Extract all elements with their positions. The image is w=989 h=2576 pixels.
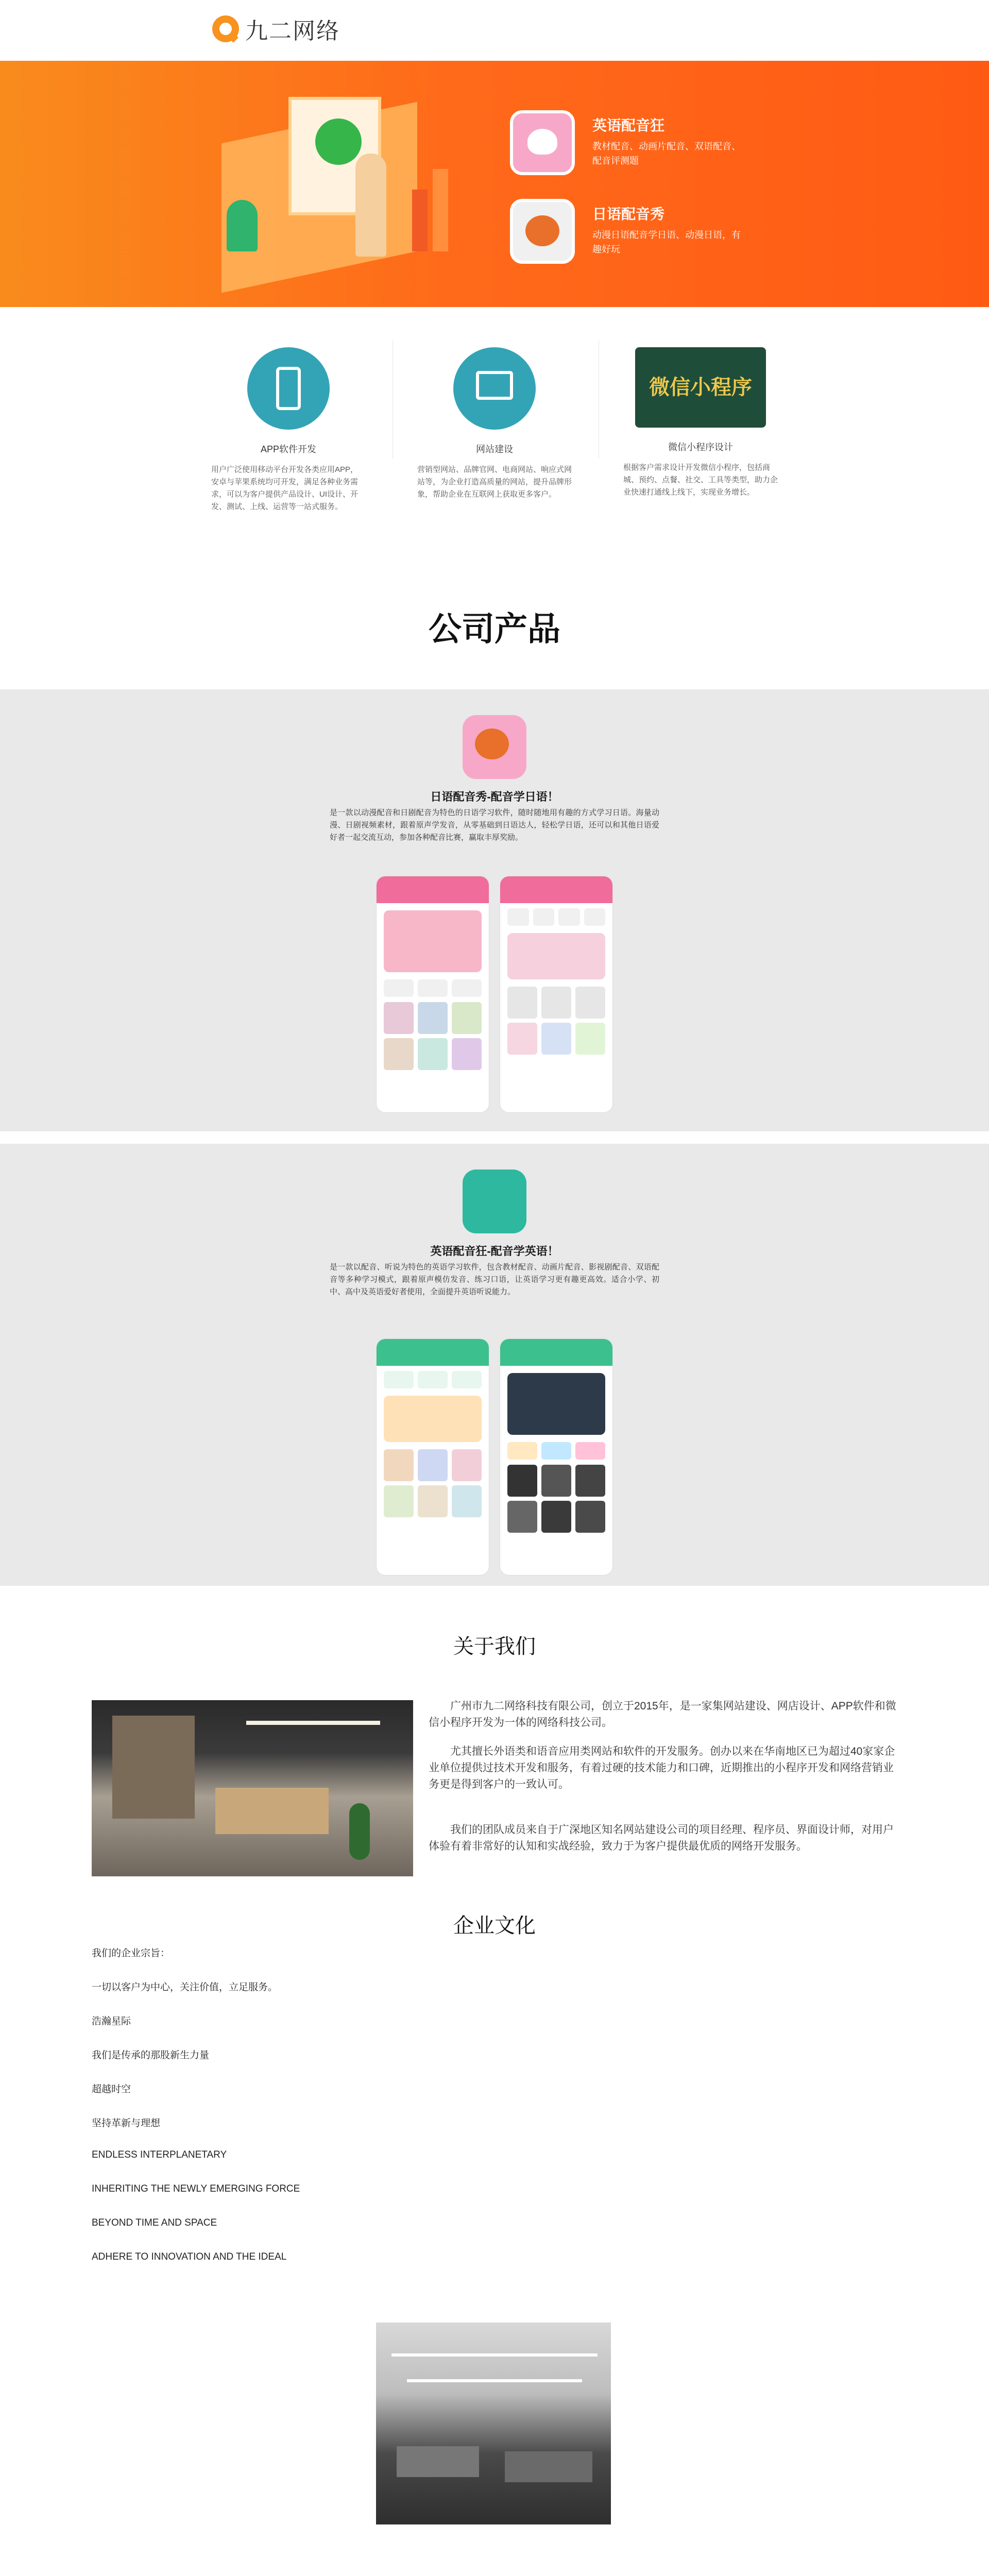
culture-line: BEYOND TIME AND SPACE: [92, 2217, 217, 2228]
dog-app-icon[interactable]: [463, 715, 526, 779]
culture-line: ADHERE TO INNOVATION AND THE IDEAL: [92, 2251, 287, 2262]
illustration-plant: [227, 200, 258, 251]
app-card-desc: 教材配音、动画片配音、双语配音、配音评测题: [592, 141, 741, 166]
site-logo[interactable]: [212, 12, 340, 45]
app-screenshot: [376, 1338, 489, 1575]
logo-text: 九二网络: [245, 19, 340, 44]
culture-line: ENDLESS INTERPLANETARY: [92, 2149, 227, 2160]
product-panel-english: [0, 1144, 989, 1586]
product-panel-japanese: [0, 689, 989, 1131]
reception-photo: [92, 1700, 413, 1876]
app-card-desc: 动漫日语配音学日语、动漫日语，有趣好玩: [592, 230, 741, 255]
office-photo: [376, 2323, 611, 2524]
culture-line: INHERITING THE NEWLY EMERGING FORCE: [92, 2183, 300, 2194]
culture-title: 企业文化: [453, 1914, 536, 1937]
service-miniprogram[interactable]: [598, 347, 804, 499]
service-title: APP软件开发: [260, 444, 317, 454]
culture-line: 我们是传承的那股新生力量: [92, 2050, 210, 2061]
about-paragraph: 我们的团队成员来自于广深地区知名网站建设公司的项目经理、程序员、界面设计师，对用户体验有着非常好的认知和实战经验，致力于为客户提供最优质的网络开发服务。: [429, 1824, 894, 1852]
app-card-english[interactable]: [510, 110, 757, 177]
illustration-person: [355, 154, 386, 257]
culture-line: 超越时空: [92, 2084, 131, 2095]
cat-app-icon[interactable]: [463, 1170, 526, 1233]
about-title: 关于我们: [453, 1635, 536, 1658]
about-paragraph: 尤其擅长外语类和语音应用类网站和软件的开发服务。创办以来在华南地区已为超过40家家企业单位提供过技术开发和服务，有着过硬的技术能力和口碑，近期推出的小程序开发和网络营销业务更是得到客户的一致认可。: [429, 1745, 895, 1790]
culture-line: 一切以客户为中心，关注价值，立足服务。: [92, 1982, 278, 1993]
miniprogram-bubble-icon: [315, 118, 362, 165]
service-app[interactable]: [185, 347, 391, 513]
about-paragraph: 广州市九二网络科技有限公司，创立于2015年，是一家集网站建设、网店设计、APP软件和微信小程序开发为一体的网络科技公司。: [429, 1700, 896, 1728]
service-title: 网站建设: [476, 444, 513, 454]
service-website[interactable]: [391, 347, 598, 501]
service-desc: 根据客户需求设计开发微信小程序，包括商城、预约、点餐、社交、工具等类型，助力企业快速打通线上线下，实现业务增长。: [623, 463, 778, 497]
culture-line: 浩瀚星际: [92, 2016, 131, 2027]
q-logo-icon: [212, 15, 239, 42]
products-title: 公司产品: [429, 611, 560, 648]
top-bar: [0, 0, 989, 61]
app-card-title: 日语配音秀: [592, 206, 665, 222]
illustration-bar: [433, 169, 448, 251]
product-title: 日语配音秀-配音学日语！: [430, 790, 559, 803]
product-desc: 是一款以配音、听说为特色的英语学习软件，包含教材配音、动画片配音、影视剧配音、双语配音等多种学习模式，跟着原声模仿发音、练习口语，让英语学习更有趣更高效。适合小学、初中、高中及英语爱好者使用，全面提升英语听说能力。: [330, 1263, 659, 1296]
app-screenshot: [376, 876, 489, 1113]
app-screenshot: [500, 876, 613, 1113]
wechat-icon: [635, 347, 766, 428]
app-card-title: 英语配音狂: [592, 117, 665, 133]
culture-line: 我们的企业宗旨：: [92, 1948, 170, 1959]
service-title: 微信小程序设计: [668, 442, 733, 452]
miniprogram-badge: 微信小程序: [649, 376, 752, 399]
product-desc: 是一款以动漫配音和日剧配音为特色的日语学习软件，随时随地用有趣的方式学习日语。海量动漫、日剧视频素材，跟着原声学发音，从零基础到日语达人，轻松学日语，还可以和其他日语爱好者一起交流互动，参加各种配音比赛，赢取丰厚奖励。: [330, 808, 659, 842]
app-screenshot: [500, 1338, 613, 1575]
services-section: [0, 307, 989, 513]
service-desc: 营销型网站、品牌官网、电商网站、响应式网站等，为企业打造高质量的网站，提升品牌形象，帮助企业在互联网上获取更多客户。: [417, 465, 572, 499]
hero-banner: [0, 61, 989, 307]
culture-line: 坚持革新与理想: [92, 2118, 161, 2129]
service-desc: 用户广泛使用移动平台开发各类应用APP，安卓与苹果系统均可开发，满足各种业务需求，可以为客户提供产品设计、UI设计、开发、测试、上线、运营等一站式服务。: [211, 465, 359, 511]
product-title: 英语配音狂-配音学英语！: [430, 1245, 559, 1258]
illustration-bar: [412, 190, 428, 251]
monitor-icon: [453, 347, 536, 430]
cat-app-icon: [510, 110, 575, 175]
phone-icon: [247, 347, 330, 430]
app-card-japanese[interactable]: [510, 199, 757, 266]
dog-app-icon: [510, 199, 575, 264]
